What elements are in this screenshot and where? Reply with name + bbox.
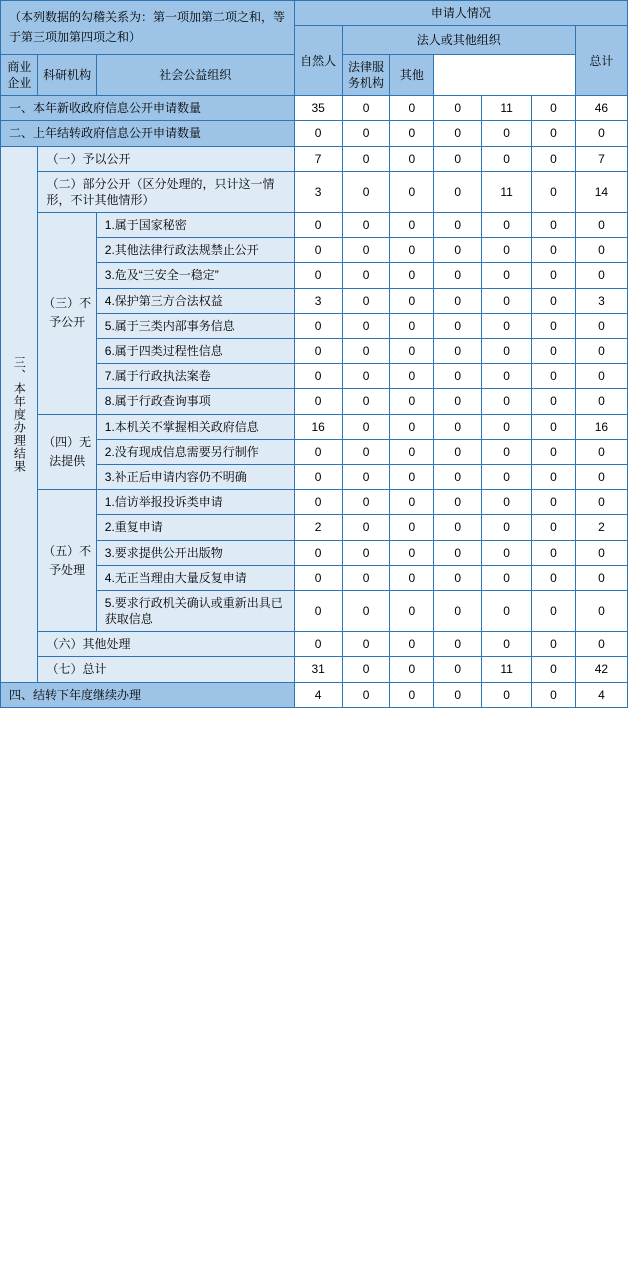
cell-value: 0: [294, 632, 342, 657]
cell-value: 0: [482, 121, 532, 146]
cell-value: 0: [342, 171, 390, 212]
cell-value: 3: [294, 171, 342, 212]
cell-value: 0: [390, 439, 434, 464]
table-row: [1, 414, 628, 439]
cell-value: 0: [482, 682, 532, 707]
cell-value: 0: [532, 96, 576, 121]
cell-value: 0: [434, 146, 482, 171]
cell-value: 0: [482, 364, 532, 389]
cell-value: 0: [342, 121, 390, 146]
row-label-unclear-content: 3.补正后申请内容仍不明确: [96, 464, 294, 489]
cell-value: 0: [532, 657, 576, 682]
cell-value: 0: [532, 632, 576, 657]
cell-value: 0: [390, 657, 434, 682]
cell-value: 0: [342, 146, 390, 171]
cell-value: 0: [342, 490, 390, 515]
row-label-enforcement-file: 7.属于行政执法案卷: [96, 364, 294, 389]
cell-value: 0: [390, 565, 434, 590]
row-label-not-possessed: 1.本机关不掌握相关政府信息: [96, 414, 294, 439]
cell-value: 0: [294, 238, 342, 263]
cell-value: 0: [342, 238, 390, 263]
cell-value: 0: [575, 540, 627, 565]
cell-value: 0: [482, 213, 532, 238]
cell-value: 0: [434, 515, 482, 540]
cell-value: 0: [434, 565, 482, 590]
cell-value: 0: [342, 515, 390, 540]
cell-value: 0: [434, 238, 482, 263]
cell-value: 11: [482, 96, 532, 121]
cell-value: 0: [532, 339, 576, 364]
cell-value: 0: [434, 121, 482, 146]
cell-value: 0: [390, 96, 434, 121]
cell-value: 0: [434, 364, 482, 389]
header-natural-person: 自然人: [294, 26, 342, 96]
cell-value: 0: [390, 490, 434, 515]
table-row: [1, 682, 628, 707]
cell-value: 0: [434, 263, 482, 288]
cell-value: 0: [342, 96, 390, 121]
cell-value: 0: [342, 213, 390, 238]
cell-value: 0: [482, 490, 532, 515]
cell-value: 0: [294, 464, 342, 489]
cell-value: 42: [575, 657, 627, 682]
cell-value: 0: [342, 540, 390, 565]
cell-value: 0: [482, 515, 532, 540]
cell-value: 16: [294, 414, 342, 439]
row-label-state-secret: 1.属于国家秘密: [96, 213, 294, 238]
header-total: 总计: [575, 26, 627, 96]
cell-value: 0: [390, 682, 434, 707]
cell-value: 11: [482, 171, 532, 212]
cell-value: 0: [294, 389, 342, 414]
cell-value: 0: [482, 632, 532, 657]
cell-value: 16: [575, 414, 627, 439]
cell-value: 0: [390, 146, 434, 171]
cell-value: 0: [294, 439, 342, 464]
cell-value: 0: [532, 540, 576, 565]
cell-value: 0: [294, 364, 342, 389]
header-sub-legal-service: 法律服务机构: [342, 54, 390, 95]
cell-value: 0: [575, 238, 627, 263]
cell-value: 0: [390, 389, 434, 414]
row-label-internal-affairs: 5.属于三类内部事务信息: [96, 313, 294, 338]
cell-value: 0: [342, 414, 390, 439]
row-label-needs-creation: 2.没有现成信息需要另行制作: [96, 439, 294, 464]
table-row: [1, 146, 628, 171]
cell-value: 0: [575, 389, 627, 414]
cell-value: 4: [575, 682, 627, 707]
cell-value: 0: [575, 565, 627, 590]
cell-value: 0: [532, 213, 576, 238]
row-label-subtotal: （七）总计: [38, 657, 294, 682]
cell-value: 0: [482, 238, 532, 263]
row-label-repeated-no-reason: 4.无正当理由大量反复申请: [96, 565, 294, 590]
cell-value: 0: [390, 213, 434, 238]
row-label-admin-query: 8.属于行政查询事项: [96, 389, 294, 414]
cell-value: 0: [434, 96, 482, 121]
cell-value: 0: [294, 339, 342, 364]
cell-value: 0: [342, 464, 390, 489]
cell-value: 0: [532, 590, 576, 631]
cell-value: 2: [575, 515, 627, 540]
group-label-not-disclosed: （三）不予公开: [38, 213, 96, 415]
cell-value: 0: [390, 121, 434, 146]
cell-value: 0: [294, 590, 342, 631]
cell-value: 4: [294, 682, 342, 707]
cell-value: 0: [342, 657, 390, 682]
cell-value: 0: [575, 121, 627, 146]
cell-value: 0: [390, 464, 434, 489]
cell-value: 14: [575, 171, 627, 212]
header-legal-group: 法人或其他组织: [342, 26, 575, 55]
cell-value: 0: [390, 263, 434, 288]
row-label-petition-complaint: 1.信访举报投诉类申请: [96, 490, 294, 515]
cell-value: 0: [482, 339, 532, 364]
row-label-law-prohibited: 2.其他法律行政法规禁止公开: [96, 238, 294, 263]
cell-value: 0: [482, 540, 532, 565]
cell-value: 0: [342, 263, 390, 288]
row-label-processing-results: [1, 146, 38, 682]
cell-value: 0: [575, 339, 627, 364]
row-label-published-materials: 3.要求提供公开出版物: [96, 540, 294, 565]
cell-value: 0: [434, 464, 482, 489]
cell-value: 0: [390, 414, 434, 439]
cell-value: 0: [342, 682, 390, 707]
table-row: [1, 213, 628, 238]
header-sub-commercial: 商业企业: [1, 54, 38, 95]
cell-value: 0: [482, 288, 532, 313]
cell-value: 0: [482, 464, 532, 489]
cell-value: 0: [390, 515, 434, 540]
cell-value: 0: [532, 146, 576, 171]
row-label-new-received: 一、本年新收政府信息公开申请数量: [1, 96, 295, 121]
table-row: [1, 96, 628, 121]
cell-value: 46: [575, 96, 627, 121]
cell-value: 0: [390, 590, 434, 631]
header-sub-public-welfare: 社会公益组织: [96, 54, 294, 95]
cell-value: 0: [575, 464, 627, 489]
cell-value: 0: [390, 339, 434, 364]
table-row: [1, 632, 628, 657]
cell-value: 0: [434, 288, 482, 313]
group-label-unable-provide: （四）无法提供: [38, 414, 96, 490]
cell-value: 0: [434, 439, 482, 464]
cell-value: 0: [390, 540, 434, 565]
cell-value: 0: [434, 657, 482, 682]
cell-value: 0: [532, 515, 576, 540]
cell-value: 0: [532, 439, 576, 464]
cell-value: 0: [294, 565, 342, 590]
cell-value: 0: [532, 565, 576, 590]
cell-value: 0: [482, 263, 532, 288]
cell-value: 0: [434, 389, 482, 414]
cell-value: 0: [390, 171, 434, 212]
cell-value: 0: [434, 490, 482, 515]
cell-value: 0: [482, 590, 532, 631]
cell-value: 0: [482, 439, 532, 464]
processing-results-text: 三、本年度办理结果: [12, 355, 27, 473]
cell-value: 11: [482, 657, 532, 682]
cell-value: 0: [434, 313, 482, 338]
cell-value: 0: [294, 540, 342, 565]
cell-value: 0: [390, 238, 434, 263]
cell-value: 0: [294, 121, 342, 146]
cell-value: 0: [342, 565, 390, 590]
cell-value: 0: [575, 313, 627, 338]
cell-value: 0: [532, 364, 576, 389]
cell-value: 3: [575, 288, 627, 313]
cell-value: 0: [390, 632, 434, 657]
cell-value: 2: [294, 515, 342, 540]
cell-value: 0: [294, 263, 342, 288]
cell-value: 0: [482, 414, 532, 439]
table-row: [1, 490, 628, 515]
cell-value: 0: [434, 590, 482, 631]
cell-value: 0: [532, 682, 576, 707]
row-label-third-party-rights: 4.保护第三方合法权益: [96, 288, 294, 313]
cell-value: 0: [482, 313, 532, 338]
cell-value: 31: [294, 657, 342, 682]
row-label-duplicate-application: 2.重复申请: [96, 515, 294, 540]
cell-value: 0: [390, 364, 434, 389]
cell-value: 0: [575, 632, 627, 657]
cell-value: 0: [532, 490, 576, 515]
cell-value: 0: [532, 288, 576, 313]
cell-value: 0: [294, 213, 342, 238]
cell-value: 0: [342, 339, 390, 364]
row-label-three-safety: 3.危及“三安全一稳定”: [96, 263, 294, 288]
cell-value: 0: [342, 632, 390, 657]
cell-value: 0: [532, 389, 576, 414]
cell-value: 0: [294, 490, 342, 515]
row-label-process-info: 6.属于四类过程性信息: [96, 339, 294, 364]
cell-value: 0: [342, 313, 390, 338]
cell-value: 0: [342, 439, 390, 464]
cell-value: 0: [532, 313, 576, 338]
row-label-carried-over: 二、上年结转政府信息公开申请数量: [1, 121, 295, 146]
table-row: [1, 657, 628, 682]
cell-value: 0: [434, 414, 482, 439]
group-label-not-processed: （五）不予处理: [38, 490, 96, 632]
row-label-other-processing: （六）其他处理: [38, 632, 294, 657]
header-applicant-group: 申请人情况: [294, 1, 627, 26]
cell-value: 0: [434, 213, 482, 238]
cell-value: 0: [532, 464, 576, 489]
row-label-reconfirm-info: 5.要求行政机关确认或重新出具已获取信息: [96, 590, 294, 631]
cell-value: 0: [342, 364, 390, 389]
row-label-carry-next-year: 四、结转下年度继续办理: [1, 682, 295, 707]
row-label-disclosed: （一）予以公开: [38, 146, 294, 171]
cell-value: 0: [482, 565, 532, 590]
cell-value: 0: [575, 590, 627, 631]
cell-value: 0: [434, 540, 482, 565]
cell-value: 0: [575, 364, 627, 389]
cell-value: 7: [294, 146, 342, 171]
cell-value: 0: [575, 490, 627, 515]
header-sub-other: 其他: [390, 54, 434, 95]
cell-value: 0: [434, 682, 482, 707]
header-row-1: [1, 1, 628, 26]
cell-value: 0: [434, 171, 482, 212]
cell-value: 3: [294, 288, 342, 313]
cell-value: 0: [342, 389, 390, 414]
header-note: （本列数据的勾稽关系为：第一项加第二项之和，等于第三项加第四项之和）: [1, 1, 295, 55]
cell-value: 0: [390, 288, 434, 313]
cell-value: 0: [294, 313, 342, 338]
cell-value: 35: [294, 96, 342, 121]
header-sub-research: 科研机构: [38, 54, 96, 95]
cell-value: 0: [575, 263, 627, 288]
cell-value: 0: [532, 171, 576, 212]
cell-value: 0: [342, 590, 390, 631]
cell-value: 0: [342, 288, 390, 313]
row-label-partially-disclosed: （二）部分公开（区分处理的，只计这一情形，不计其他情形）: [38, 171, 294, 212]
cell-value: 0: [575, 213, 627, 238]
cell-value: 0: [532, 414, 576, 439]
table-row: [1, 171, 628, 212]
cell-value: 0: [434, 632, 482, 657]
cell-value: 0: [532, 121, 576, 146]
cell-value: 0: [532, 263, 576, 288]
cell-value: 0: [575, 439, 627, 464]
cell-value: 0: [482, 389, 532, 414]
cell-value: 0: [482, 146, 532, 171]
table-row: [1, 121, 628, 146]
cell-value: 0: [390, 313, 434, 338]
cell-value: 0: [434, 339, 482, 364]
cell-value: 0: [532, 238, 576, 263]
cell-value: 7: [575, 146, 627, 171]
